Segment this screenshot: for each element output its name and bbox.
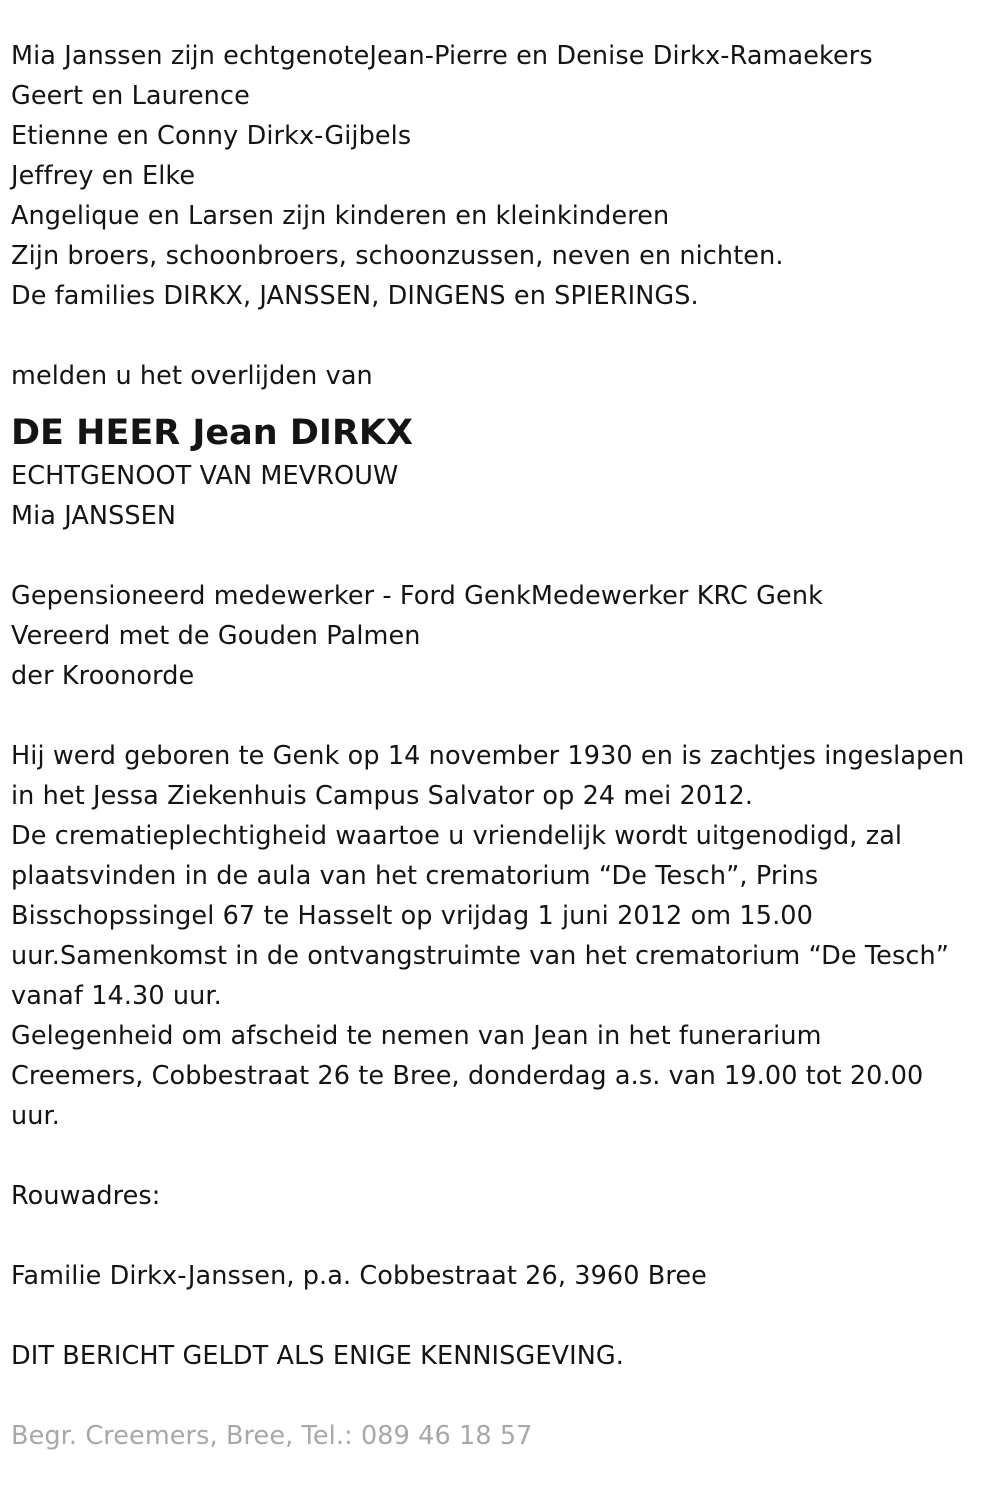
undertaker-footer: Begr. Creemers, Bree, Tel.: 089 46 18 57 <box>11 1421 533 1451</box>
body-line: Creemers, Cobbestraat 26 te Bree, donderdag a.s. van 19.00 tot 20.00 <box>11 1061 924 1091</box>
career-line: Vereerd met de Gouden Palmen <box>11 621 421 651</box>
body-line: in het Jessa Ziekenhuis Campus Salvator op 24 mei 2012. <box>11 781 754 811</box>
family-list <box>11 36 996 316</box>
body-line: plaatsvinden in de aula van het crematorium “De Tesch”, Prins <box>11 861 819 891</box>
address-label: Rouwadres: <box>11 1181 161 1211</box>
body-text <box>11 736 996 1136</box>
family-line: Angelique en Larsen zijn kinderen en kleinkinderen <box>11 201 670 231</box>
body-line: uur. <box>11 1101 60 1131</box>
family-line: Geert en Laurence <box>11 81 250 111</box>
spacer <box>11 1296 996 1336</box>
spacer <box>11 316 996 356</box>
spacer <box>11 1376 996 1416</box>
spouse-title: ECHTGENOOT VAN MEVROUW <box>11 461 399 491</box>
obituary-notice <box>11 36 996 1456</box>
family-line: Jeffrey en Elke <box>11 161 196 191</box>
spacer <box>11 536 996 576</box>
body-line: uur.Samenkomst in de ontvangstruimte van het crematorium “De Tesch” <box>11 941 950 971</box>
career-line: Gepensioneerd medewerker - Ford GenkMedewerker KRC Genk <box>11 581 823 611</box>
career-list <box>11 576 996 696</box>
address-text: Familie Dirkx-Janssen, p.a. Cobbestraat 26, 3960 Bree <box>11 1261 707 1291</box>
body-line: Hij werd geboren te Genk op 14 november 1930 en is zachtjes ingeslapen <box>11 741 965 771</box>
family-line: Mia Janssen zijn echtgenoteJean-Pierre en Denise Dirkx-Ramaekers <box>11 41 873 71</box>
spacer <box>11 1136 996 1176</box>
family-line: De families DIRKX, JANSSEN, DINGENS en SPIERINGS. <box>11 281 699 311</box>
spacer <box>11 696 996 736</box>
career-line: der Kroonorde <box>11 661 195 691</box>
body-line: Bisschopssingel 67 te Hasselt op vrijdag 1 juni 2012 om 15.00 <box>11 901 813 931</box>
intro-text: melden u het overlijden van <box>11 361 373 391</box>
spouse-name: Mia JANSSEN <box>11 501 177 531</box>
notice-text: DIT BERICHT GELDT ALS ENIGE KENNISGEVING. <box>11 1341 624 1371</box>
body-line: vanaf 14.30 uur. <box>11 981 222 1011</box>
family-line: Etienne en Conny Dirkx-Gijbels <box>11 121 412 151</box>
body-line: Gelegenheid om afscheid te nemen van Jean in het funerarium <box>11 1021 822 1051</box>
body-line: De crematieplechtigheid waartoe u vriendelijk wordt uitgenodigd, zal <box>11 821 903 851</box>
deceased-name: DE HEER Jean DIRKX <box>11 413 414 453</box>
family-line: Zijn broers, schoonbroers, schoonzussen, neven en nichten. <box>11 241 784 271</box>
spacer <box>11 1216 996 1256</box>
